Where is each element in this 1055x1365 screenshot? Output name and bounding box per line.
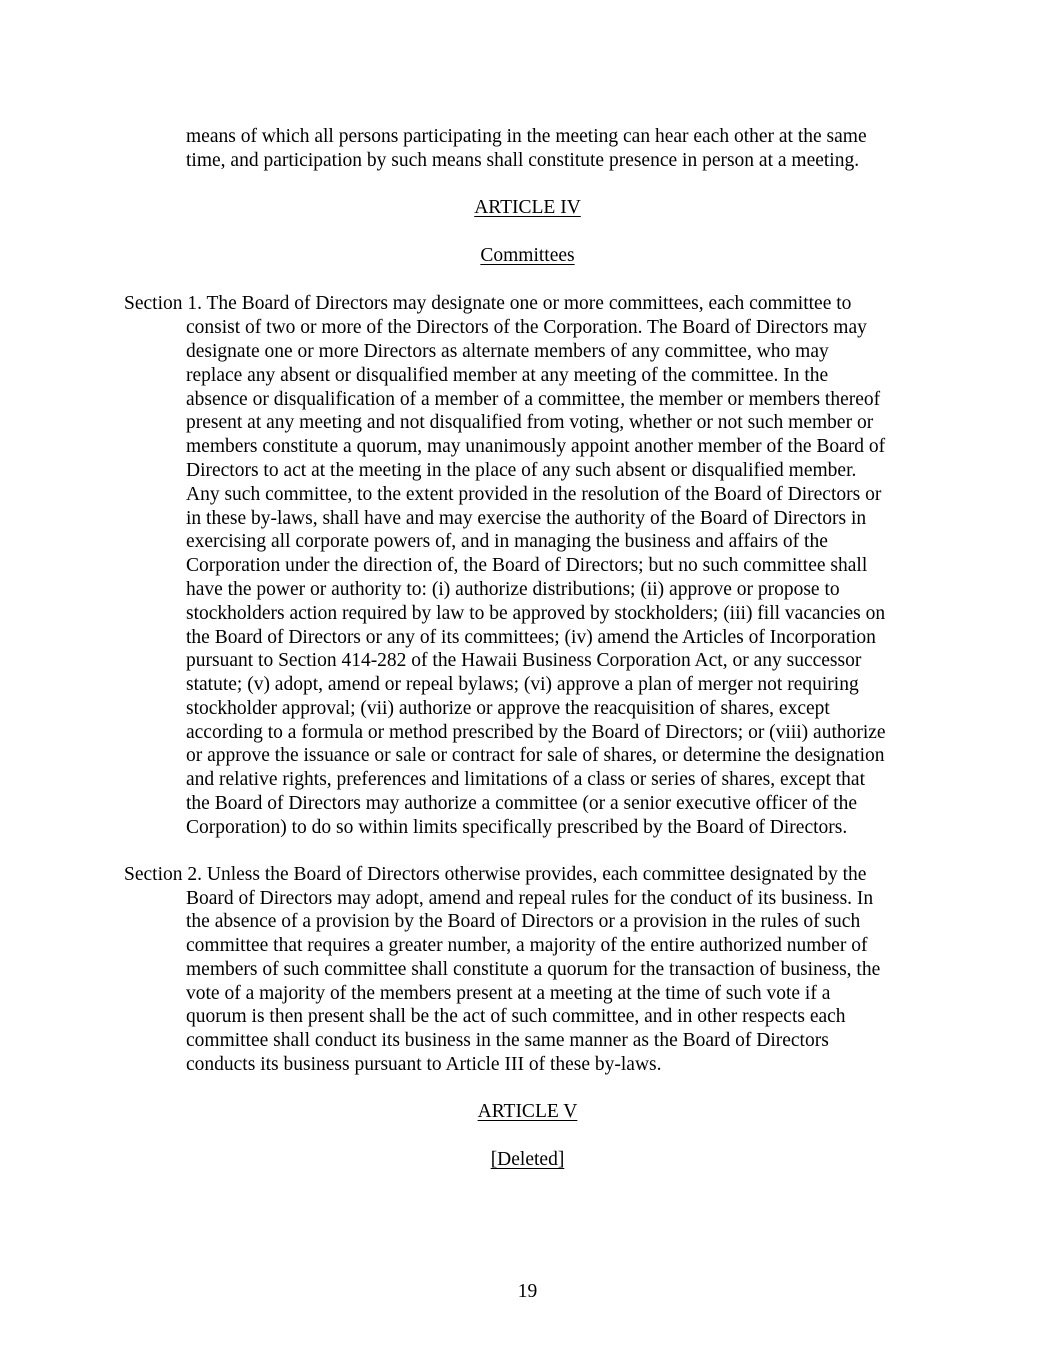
text-line: vote of a majority of the members present at a meeting at the time of such vote if a bbox=[186, 983, 831, 1004]
text-line: the Board of Directors or any of its committees; (iv) amend the Articles of Incorporation bbox=[186, 627, 876, 648]
text-line: Board of Directors may adopt, amend and repeal rules for the conduct of its business. In bbox=[186, 888, 874, 909]
text-line: means of which all persons participating in the meeting can hear each other at the same bbox=[186, 126, 867, 147]
article-heading bbox=[0, 1100, 1055, 1124]
article-subheading bbox=[0, 244, 1055, 268]
text-line: time, and participation by such means shall constitute presence in person at a meeting. bbox=[186, 150, 860, 171]
text-line: in these by-laws, shall have and may exercise the authority of the Board of Directors in bbox=[186, 508, 867, 529]
page-number: 19 bbox=[517, 1281, 538, 1302]
article-subheading bbox=[0, 1148, 1055, 1172]
text-line: quorum is then present shall be the act of such committee, and in other respects each bbox=[186, 1006, 846, 1027]
text-line: committee shall conduct its business in the same manner as the Board of Directors bbox=[186, 1030, 829, 1051]
text-line: Any such committee, to the extent provided in the resolution of the Board of Directors or bbox=[186, 484, 882, 505]
text-line: according to a formula or method prescribed by the Board of Directors; or (viii) authorize bbox=[186, 722, 886, 743]
text-line: and relative rights, preferences and limitations of a class or series of shares, except that bbox=[186, 769, 865, 790]
text-line: committee that requires a greater number, a majority of the entire authorized number of bbox=[186, 935, 868, 956]
text-line: have the power or authority to: (i) authorize distributions; (ii) approve or propose to bbox=[186, 579, 840, 600]
text-line: Section 2. Unless the Board of Directors otherwise provides, each committee designated by the bbox=[124, 864, 867, 885]
text-line: the Board of Directors may authorize a committee (or a senior executive officer of the bbox=[186, 793, 858, 814]
text-line: statute; (v) adopt, amend or repeal bylaws; (vi) approve a plan of merger not requiring bbox=[186, 674, 859, 695]
text-line: conducts its business pursuant to Article III of these by-laws. bbox=[186, 1054, 662, 1075]
article-heading bbox=[0, 196, 1055, 220]
text-line: designate one or more Directors as alternate members of any committee, who may bbox=[186, 341, 829, 362]
text-line: Directors to act at the meeting in the place of any such absent or disqualified member. bbox=[186, 460, 857, 481]
text-line: Section 1. The Board of Directors may designate one or more committees, each committee to bbox=[124, 293, 852, 314]
article-heading-text: ARTICLE IV bbox=[474, 197, 581, 218]
text-line: stockholders action required by law to be approved by stockholders; (iii) fill vacancies on bbox=[186, 603, 886, 624]
article-subheading-text: [Deleted] bbox=[490, 1149, 565, 1170]
article-heading-text: ARTICLE V bbox=[477, 1101, 578, 1122]
article-subheading-text: Committees bbox=[480, 245, 575, 266]
text-line: exercising all corporate powers of, and in managing the business and affairs of the bbox=[186, 531, 828, 552]
text-line: members of such committee shall constitute a quorum for the transaction of business, the bbox=[186, 959, 881, 980]
text-line: the absence of a provision by the Board of Directors or a provision in the rules of such bbox=[186, 911, 861, 932]
text-line: replace any absent or disqualified member at any meeting of the committee. In the bbox=[186, 365, 829, 386]
text-line: absence or disqualification of a member of a committee, the member or members thereof bbox=[186, 389, 881, 410]
text-line: stockholder approval; (vii) authorize or approve the reacquisition of shares, except bbox=[186, 698, 830, 719]
text-line: or approve the issuance or sale or contract for sale of shares, or determine the designation bbox=[186, 745, 885, 766]
text-line: pursuant to Section 414-282 of the Hawaii Business Corporation Act, or any successor bbox=[186, 650, 862, 671]
text-line: members constitute a quorum, may unanimously appoint another member of the Board of bbox=[186, 436, 886, 457]
text-line: present at any meeting and not disqualified from voting, whether or not such member or bbox=[186, 412, 874, 433]
text-line: consist of two or more of the Directors of the Corporation. The Board of Directors may bbox=[186, 317, 867, 338]
text-line: Corporation under the direction of, the Board of Directors; but no such committee shall bbox=[186, 555, 868, 576]
text-line: Corporation) to do so within limits specifically prescribed by the Board of Directors. bbox=[186, 817, 848, 838]
